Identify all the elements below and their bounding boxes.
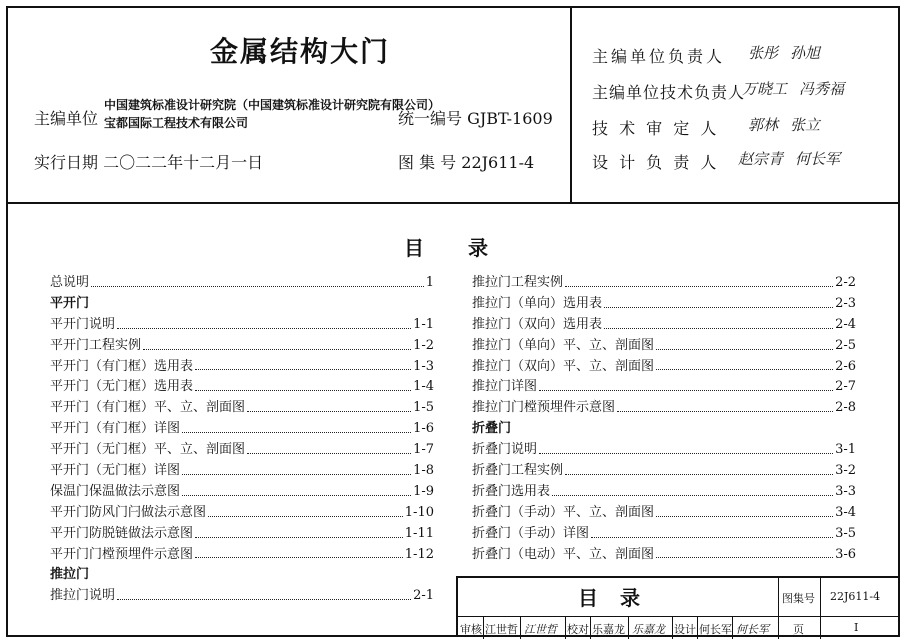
toc-entry-title: 平开门工程实例: [50, 337, 142, 353]
toc-entry-page: 2-4: [835, 316, 856, 332]
toc-entry-title: 保温门保温做法示意图: [50, 483, 181, 499]
toc-entry[interactable]: [50, 482, 434, 503]
header-divider: [6, 202, 900, 204]
toc-entry[interactable]: [472, 357, 856, 378]
toc-entry-title: 平开门: [50, 295, 90, 311]
toc-entry[interactable]: [50, 586, 434, 607]
toc-entry-page: 3-6: [835, 546, 856, 562]
toc-entry[interactable]: [472, 524, 856, 545]
toc-leader-dots: [247, 398, 411, 412]
title-block-atlas-number: 22J611-4: [830, 590, 881, 603]
toc-section-heading: [50, 294, 434, 315]
toc-leader-dots: [195, 377, 411, 391]
signature: 张彤: [748, 44, 779, 62]
toc-leader-dots: [656, 357, 833, 371]
responsible-role: 主编单位技术负责人: [592, 83, 746, 102]
toc-entry[interactable]: [50, 440, 434, 461]
toc-entry-page: 1-10: [404, 504, 434, 520]
toc-entry-page: 3-2: [835, 463, 856, 479]
toc-entry-page: 1-5: [413, 400, 434, 416]
checker-name: 乐嘉龙: [592, 623, 625, 636]
toc-entry-title: 平开门（无门框）选用表: [50, 379, 194, 395]
toc-entry[interactable]: [472, 440, 856, 461]
design-label: 设计: [674, 623, 696, 636]
toc-leader-dots: [656, 503, 833, 517]
toc-entry-title: 推拉门详图: [472, 379, 538, 395]
toc-section-heading: [472, 419, 856, 440]
toc-entry-title: 平开门门樘预埋件示意图: [50, 546, 194, 562]
reviewer-name: 江世哲: [485, 623, 518, 636]
toc-leader-dots: [565, 461, 833, 475]
atlas-number: 图 集 号 22J611-4: [398, 153, 535, 172]
toc-entry-page: 2-5: [835, 337, 856, 353]
toc-entry-page: 1-11: [404, 525, 434, 541]
signature-pair: [738, 148, 852, 169]
toc-leader-dots: [117, 315, 411, 329]
toc-entry-title: 总说明: [50, 275, 90, 290]
toc-entry[interactable]: [472, 315, 856, 336]
toc-entry-title: 平开门（有门框）平、立、剖面图: [50, 400, 246, 416]
toc-entry-title: 平开门（有门框）选用表: [50, 358, 194, 374]
toc-entry-page: 1: [425, 275, 434, 290]
toc-entry-title: 推拉门（双向）选用表: [472, 316, 603, 332]
toc-leader-dots: [182, 461, 411, 475]
atlas-title: 金属结构大门: [209, 35, 390, 68]
toc-entry-page: 3-4: [835, 504, 856, 520]
checker-signature: 乐嘉龙: [632, 623, 665, 636]
toc-section-heading: [50, 565, 434, 586]
toc-right-column: [472, 273, 856, 565]
toc-entry-title: 平开门防风门闩做法示意图: [50, 504, 207, 520]
toc-entry[interactable]: [472, 398, 856, 419]
toc-leader-dots: [539, 440, 833, 454]
toc-entry[interactable]: [472, 273, 856, 294]
editor-unit-line2: 宝都国际工程技术有限公司: [104, 116, 249, 130]
toc-entry[interactable]: [50, 273, 434, 294]
toc-leader-dots: [208, 503, 403, 517]
toc-entry-page: 2-3: [835, 295, 856, 311]
toc-entry-title: 折叠门选用表: [472, 483, 551, 499]
toc-left-column: [50, 273, 434, 607]
check-label: 校对: [567, 623, 589, 636]
toc-entry[interactable]: [50, 315, 434, 336]
toc-leader-dots: [656, 545, 833, 559]
signature: 郭林: [748, 116, 779, 134]
signature-pair: [742, 78, 856, 99]
toc-entry[interactable]: [50, 398, 434, 419]
toc-entry-page: 2-8: [835, 400, 856, 416]
toc-entry-title: 推拉门（单向）平、立、剖面图: [472, 337, 655, 353]
toc-leader-dots: [591, 524, 833, 538]
toc-leader-dots: [182, 419, 411, 433]
toc-leader-dots: [91, 273, 424, 287]
toc-leader-dots: [117, 586, 411, 600]
page-label: 页: [793, 623, 804, 636]
toc-entry-title: 平开门防脱链做法示意图: [50, 525, 194, 541]
toc-leader-dots: [195, 357, 411, 371]
designer-signature: 何长军: [736, 623, 769, 636]
header-vertical-divider: [570, 6, 572, 203]
toc-entry-title: 折叠门（电动）平、立、剖面图: [472, 546, 655, 562]
toc-entry-page: 3-3: [835, 483, 856, 499]
signature: 万晓工: [742, 80, 788, 98]
editor-unit-line1: 中国建筑标准设计研究院（中国建筑标准设计研究院有限公司）: [104, 98, 441, 112]
toc-entry-title: 推拉门（双向）平、立、剖面图: [472, 358, 655, 374]
toc-leader-dots: [182, 482, 411, 496]
toc-entry-title: 平开门（无门框）平、立、剖面图: [50, 442, 246, 458]
toc-title-char: 录: [468, 236, 488, 260]
toc-entry-title: 平开门（有门框）详图: [50, 421, 181, 437]
toc-leader-dots: [565, 273, 833, 287]
toc-leader-dots: [247, 440, 411, 454]
toc-entry[interactable]: [472, 482, 856, 503]
toc-leader-dots: [195, 524, 403, 538]
review-label: 审核: [460, 623, 482, 636]
implementation-date: 实行日期 二〇二二年十二月一日: [34, 153, 264, 172]
toc-entry-page: 3-1: [835, 442, 856, 458]
toc-entry[interactable]: [50, 461, 434, 482]
toc-leader-dots: [143, 336, 411, 350]
toc-entry-title: 推拉门（单向）选用表: [472, 295, 603, 311]
signature-pair: [748, 42, 832, 63]
atlas-label: 图集号: [782, 592, 815, 605]
toc-entry-title: 推拉门说明: [50, 588, 116, 604]
toc-entry-title: 折叠门（手动）平、立、剖面图: [472, 504, 655, 520]
unified-number: 统一编号 GJBT-1609: [398, 109, 553, 128]
toc-leader-dots: [539, 377, 833, 391]
toc-title-char: 目: [404, 236, 424, 260]
toc-leader-dots: [195, 545, 403, 559]
toc-entry-title: 折叠门（手动）详图: [472, 525, 590, 541]
toc-entry[interactable]: [472, 503, 856, 524]
responsible-role: 主编单位负责人: [592, 47, 726, 66]
toc-entry[interactable]: [50, 377, 434, 398]
toc-entry-page: 1-2: [413, 337, 434, 353]
title-block: [456, 576, 900, 637]
designer-name: 何长军: [699, 623, 732, 636]
toc-entry-page: 2-1: [413, 588, 434, 604]
toc-entry[interactable]: [50, 545, 434, 566]
toc-entry-page: 2-2: [835, 275, 856, 290]
toc-leader-dots: [604, 294, 833, 308]
toc-entry-title: 平开门（无门框）详图: [50, 463, 181, 479]
signature: 赵宗青: [738, 150, 784, 168]
toc-entry[interactable]: [50, 419, 434, 440]
toc-entry-title: 推拉门门樘预埋件示意图: [472, 400, 616, 416]
responsible-role: 技 术 审 定 人: [592, 119, 720, 138]
toc-entry-page: 2-7: [835, 379, 856, 395]
toc-entry-page: 1-1: [413, 316, 434, 332]
toc-leader-dots: [656, 336, 833, 350]
signature-pair: [748, 114, 832, 135]
toc-entry-page: 1-12: [404, 546, 434, 562]
editor-unit-label: 主编单位: [34, 109, 99, 128]
toc-leader-dots: [617, 398, 833, 412]
toc-entry-page: 3-5: [835, 525, 856, 541]
toc-entry-title: 折叠门说明: [472, 442, 538, 458]
toc-entry[interactable]: [472, 461, 856, 482]
toc-title: [404, 232, 532, 261]
toc-entry-page: 1-8: [413, 463, 434, 479]
toc-entry[interactable]: [472, 545, 856, 566]
title-block-title: [578, 582, 662, 611]
toc-entry-page: 2-6: [835, 358, 856, 374]
toc-entry[interactable]: [472, 377, 856, 398]
responsible-role: 设 计 负 责 人: [592, 153, 720, 172]
signature: 张立: [790, 116, 821, 134]
signature: 孙旭: [790, 44, 821, 62]
toc-entry-page: 1-3: [413, 358, 434, 374]
toc-entry-title: 推拉门工程实例: [472, 275, 564, 290]
editor-unit-names: [104, 96, 440, 132]
toc-entry-title: 平开门说明: [50, 316, 116, 332]
signature: 何长军: [795, 150, 841, 168]
toc-leader-dots: [552, 482, 833, 496]
toc-entry-title: 折叠门工程实例: [472, 463, 564, 479]
title-block-char: 目: [578, 586, 598, 610]
toc-entry-title: 推拉门: [50, 567, 90, 583]
toc-entry[interactable]: [50, 336, 434, 357]
toc-entry[interactable]: [472, 336, 856, 357]
toc-entry-title: 折叠门: [472, 421, 512, 437]
toc-entry-page: 1-7: [413, 442, 434, 458]
toc-entry[interactable]: [50, 503, 434, 524]
signature: 冯秀福: [799, 80, 845, 98]
title-block-char: 录: [620, 586, 640, 610]
page-number: I: [854, 621, 859, 634]
reviewer-signature: 江世哲: [524, 623, 557, 636]
toc-entry-page: 1-4: [413, 379, 434, 395]
toc-entry[interactable]: [472, 294, 856, 315]
toc-leader-dots: [604, 315, 833, 329]
toc-entry-page: 1-6: [413, 421, 434, 437]
toc-entry[interactable]: [50, 357, 434, 378]
toc-entry[interactable]: [50, 524, 434, 545]
toc-entry-page: 1-9: [413, 483, 434, 499]
